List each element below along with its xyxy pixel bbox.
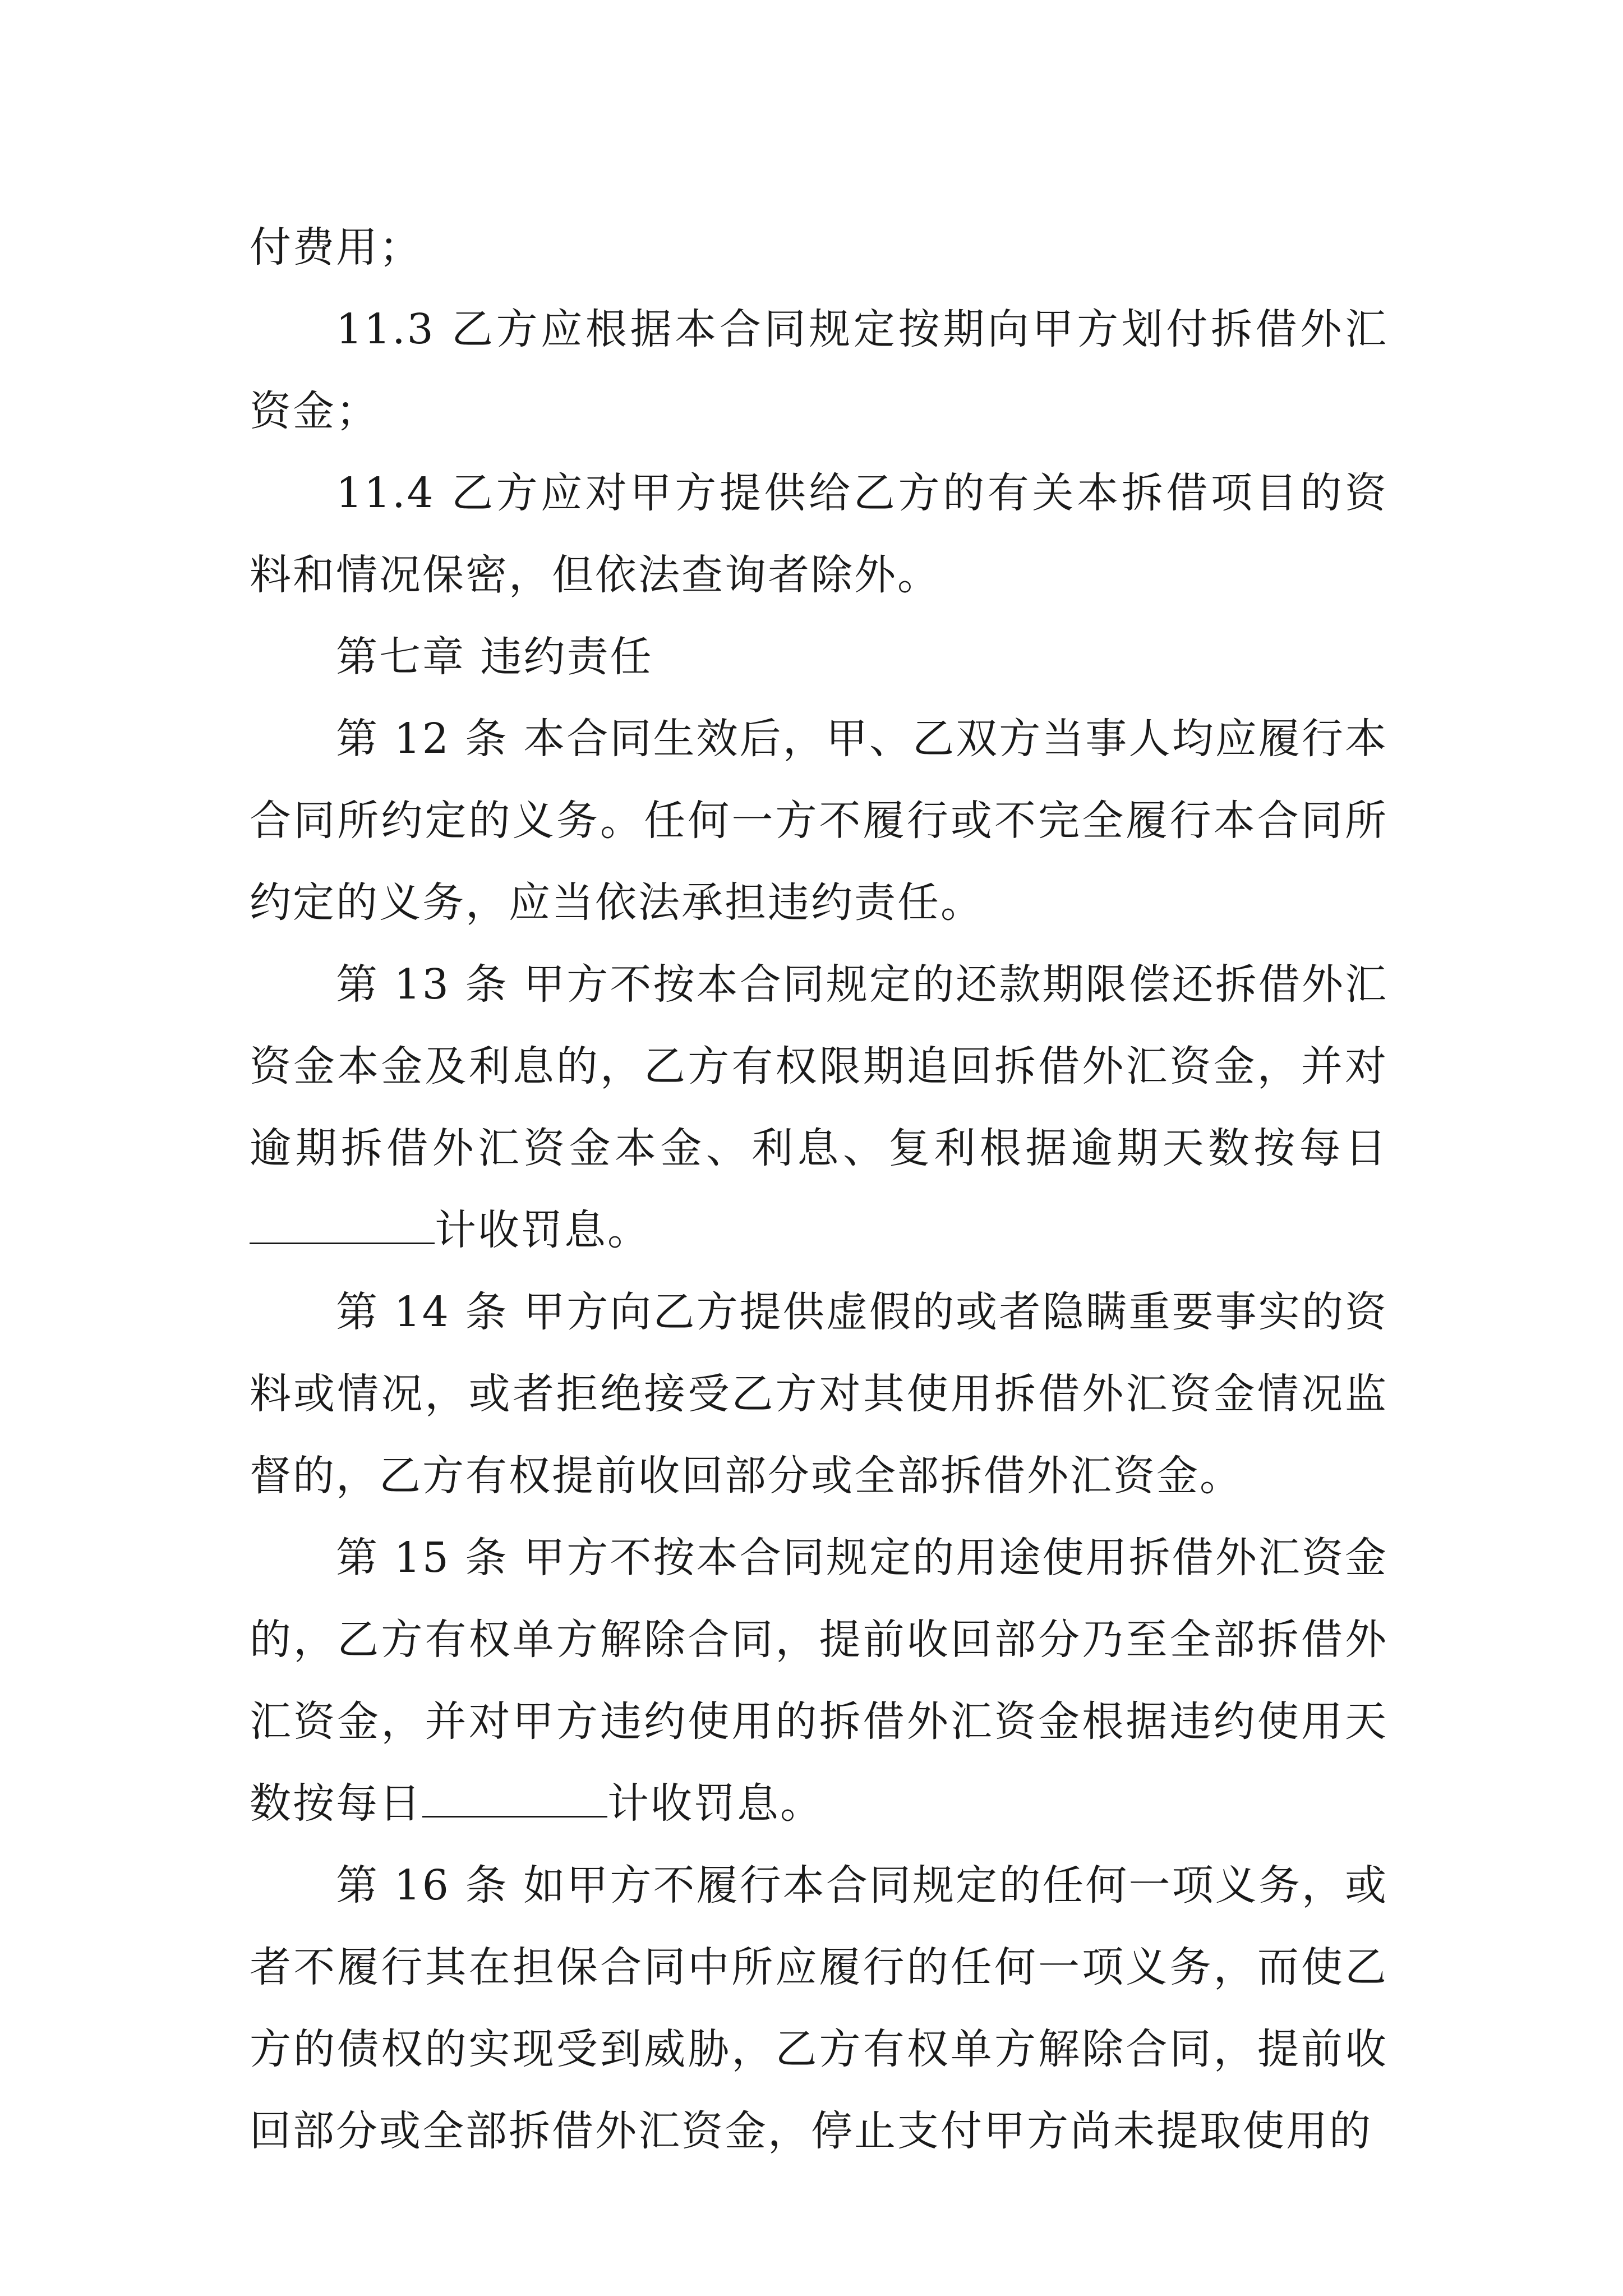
article-16 [250, 1844, 1388, 2172]
clause-11-4 [250, 452, 1388, 616]
paragraph-text: 第 15 条 甲方不按本合同规定的用途使用拆借外汇资金的，乙方有权单方解除合同，提前收回部分乃至全部拆借外汇资金，并对甲方违约使用的拆借外汇资金根据违约使用天数按每日 [250, 1534, 1388, 1828]
paragraph-text: 计收罚息。 [607, 1779, 823, 1828]
paragraph-text: 11.3 乙方应根据本合同规定按期向甲方划付拆借外汇资金； [250, 305, 1388, 435]
article-14 [250, 1271, 1388, 1517]
paragraph-text: 11.4 乙方应对甲方提供给乙方的有关本拆借项目的资料和情况保密，但依法查询者除外。 [250, 469, 1388, 599]
paragraph-text: 第 12 条 本合同生效后，甲、乙双方当事人均应履行本合同所约定的义务。任何一方不履行或不完全履行本合同所约定的义务，应当依法承担违约责任。 [250, 715, 1388, 927]
fill-in-blank[interactable] [422, 1782, 607, 1818]
paragraph-text: 付费用； [250, 223, 422, 272]
article-13 [250, 944, 1388, 1271]
chapter-title: 第七章 违约责任 [336, 633, 653, 681]
article-15 [250, 1517, 1388, 1844]
paragraph-continuation [250, 206, 1388, 288]
fill-in-blank[interactable] [250, 1209, 435, 1244]
document-body [250, 206, 1388, 2172]
article-12 [250, 698, 1388, 944]
clause-11-3 [250, 288, 1388, 452]
paragraph-text: 第 13 条 甲方不按本合同规定的还款期限偿还拆借外汇资金本金及利息的，乙方有权限期追回拆借外汇资金，并对逾期拆借外汇资金本金、利息、复利根据逾期天数按每日 [250, 960, 1388, 1172]
chapter-heading [250, 616, 1388, 698]
paragraph-text: 第 14 条 甲方向乙方提供虚假的或者隐瞒重要事实的资料或情况，或者拒绝接受乙方对其使用拆借外汇资金情况监督的，乙方有权提前收回部分或全部拆借外汇资金。 [250, 1288, 1388, 1500]
paragraph-text: 计收罚息。 [435, 1206, 651, 1254]
paragraph-text: 第 16 条 如甲方不履行本合同规定的任何一项义务，或者不履行其在担保合同中所应履行的任何一项义务，而使乙方的债权的实现受到威胁，乙方有权单方解除合同，提前收回部分或全部拆借外汇资金，停止支付甲方尚未提取使用的 [250, 1861, 1388, 2155]
